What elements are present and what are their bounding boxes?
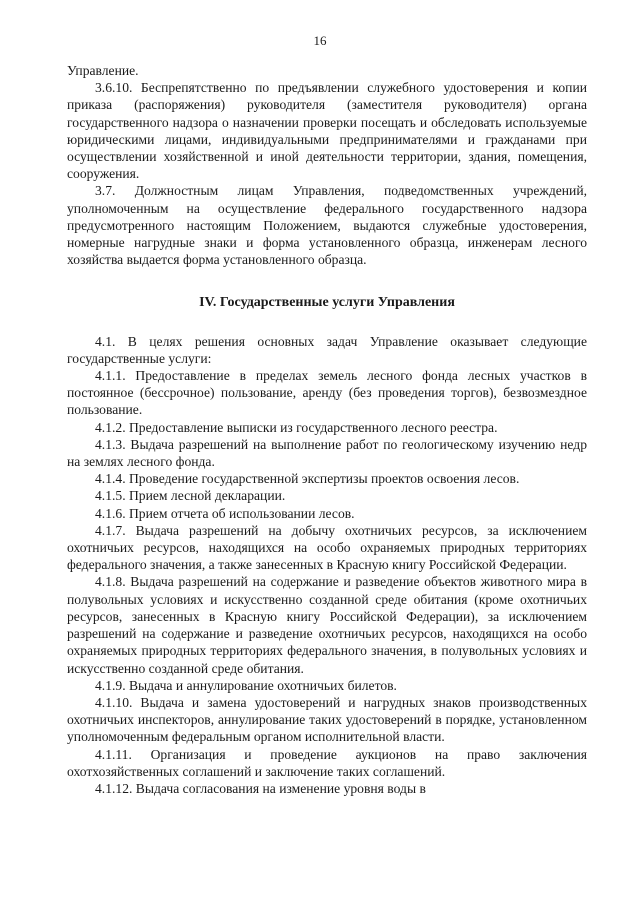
paragraph: 4.1.10. Выдача и замена удостоверений и нагрудных знаков производственных охотничьих инспекторов, аннулирование таких удостоверений в порядке, установленном уполномоченным федеральным органом исполнительной власти. — [67, 694, 587, 745]
paragraph: 3.6.10. Беспрепятственно по предъявлении служебного удостоверения и копии приказа (распоряжения) руководителя (заместителя руководителя) органа государственного надзора о назначении проверки посещать и обследовать используемые юридическими лицами, индивидуальными предпринимателями и гражданами при осуществлении хозяйственной и иной деятельности территории, здания, помещения, сооружения. — [67, 80, 587, 182]
paragraph: 4.1.8. Выдача разрешений на содержание и разведение объектов животного мира в полувольных условиях и искусственно созданной среде обитания (кроме охотничьих ресурсов, занесенных в Красную книгу Российской Федерации), за исключением разрешений на содержание и разведение охотничьих ресурсов, находящихся на особо охраняемых природных территориях федерального значения, в полувольных условиях и искусственно созданной среде обитания. — [67, 574, 587, 676]
paragraph: 4.1.5. Прием лесной декларации. — [95, 488, 286, 504]
paragraph: 4.1.7. Выдача разрешений на добычу охотничьих ресурсов, за исключением охотничьих ресурсов, находящихся на особо охраняемых природных территориях федерального значения, а также занесенных в Красную книгу Российской Федерации. — [67, 522, 587, 573]
paragraph: 4.1.9. Выдача и аннулирование охотничьих билетов. — [95, 677, 397, 693]
document-body — [67, 62, 587, 797]
section-heading: IV. Государственные услуги Управления — [199, 295, 455, 311]
paragraph: 4.1.2. Предоставление выписки из государственного лесного реестра. — [95, 419, 498, 435]
paragraph: 4.1.11. Организация и проведение аукционов на право заключения охотхозяйственных соглашений и заключение таких соглашений. — [67, 746, 587, 779]
page-number: 16 — [313, 33, 327, 48]
paragraph: 4.1. В целях решения основных задач Управление оказывает следующие государственные услуги: — [67, 333, 587, 366]
paragraph: 4.1.4. Проведение государственной экспертизы проектов освоения лесов. — [95, 471, 520, 487]
paragraph: 4.1.6. Прием отчета об использовании лесов. — [95, 505, 355, 521]
paragraph: 3.7. Должностным лицам Управления, подведомственных учреждений, уполномоченным на осуществление федерального государственного надзора предусмотренного настоящим Положением, выдаются служебные удостоверения, номерные нагрудные знаки и форма установленного образца, инженерам лесного хозяйства выдается форма установленного образца. — [67, 183, 587, 268]
paragraph: Управление. — [67, 63, 139, 78]
paragraph: 4.1.12. Выдача согласования на изменение уровня воды в — [95, 780, 426, 796]
paragraph: 4.1.1. Предоставление в пределах земель лесного фонда лесных участков в постоянное (бессрочное) пользование, аренду (без проведения торгов), безвозмездное пользование. — [67, 368, 587, 418]
paragraph: 4.1.3. Выдача разрешений на выполнение работ по геологическому изучению недр на землях лесного фонда. — [67, 436, 587, 470]
